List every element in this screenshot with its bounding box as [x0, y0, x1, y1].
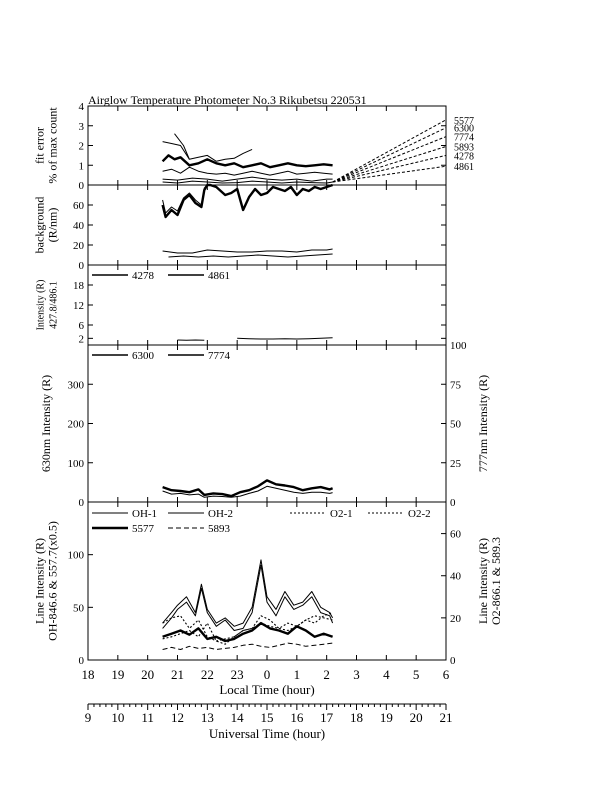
legend-label: OH-1: [132, 508, 158, 520]
y-tick-label: 300: [67, 379, 84, 392]
extrapolation-label: 5577: [454, 115, 474, 127]
series-line: [163, 185, 333, 217]
ut-tick-label: 19: [379, 710, 393, 725]
y-right-tick-label: 50: [450, 418, 461, 431]
panel-oh_o2: [33, 502, 504, 667]
lt-tick-label: 4: [383, 667, 390, 682]
ut-axis-label: Universal Time (hour): [208, 726, 326, 741]
y-tick-label: 0: [78, 655, 84, 667]
ut-tick-label: 9: [84, 710, 92, 725]
legend-label: O2-1: [330, 508, 353, 520]
ut-tick-label: 14: [230, 710, 244, 725]
y-right-axis-label: 777nm Intensity (R): [476, 374, 490, 473]
legend-label: OH-2: [208, 508, 234, 520]
legend-label: 5577: [132, 523, 154, 535]
legend-label: 5893: [208, 523, 230, 535]
lt-tick-label: 23: [230, 667, 244, 682]
ut-tick-label: 11: [141, 710, 154, 725]
panel-fit_error: [33, 101, 475, 192]
y-axis-label: (R/nm): [45, 207, 60, 243]
ut-tick-label: 16: [290, 710, 304, 725]
legend-label: 4861: [208, 270, 230, 282]
y-right-tick-label: 0: [450, 497, 456, 509]
lt-tick-label: 1: [293, 667, 301, 682]
y-tick-label: 60: [73, 200, 84, 212]
lt-tick-label: 21: [171, 667, 184, 682]
figure-title: Airglow Temperature Photometer No.3 Rikubetsu 220531: [88, 93, 367, 107]
y-right-tick-label: 75: [450, 379, 461, 392]
lt-tick-label: 2: [323, 667, 330, 682]
y-tick-label: 4: [78, 101, 84, 113]
lt-tick-label: 22: [200, 667, 214, 682]
y-tick-label: 6: [78, 320, 84, 332]
ut-tick-label: 15: [260, 710, 274, 725]
lt-tick-label: 18: [81, 667, 95, 682]
lt-tick-label: 6: [442, 667, 450, 682]
lt-tick-label: 0: [263, 667, 271, 682]
y-tick-label: 0: [78, 180, 84, 192]
panel-red_line: [39, 340, 490, 509]
extrapolation-line: [333, 166, 446, 182]
y-tick-label: 2: [78, 140, 84, 153]
y-tick-label: 3: [78, 120, 84, 133]
y-right-tick-label: 100: [450, 340, 467, 352]
series-line: [163, 249, 333, 253]
y-tick-label: 18: [73, 280, 84, 292]
series-line: [163, 167, 333, 175]
ut-tick-label: 17: [320, 710, 334, 725]
ut-tick-label: 10: [111, 710, 125, 725]
series-line: [237, 338, 332, 339]
y-right-tick-label: 60: [450, 528, 461, 541]
series-line: [163, 177, 333, 181]
ut-tick-label: 18: [350, 710, 363, 725]
y-tick-label: 200: [67, 418, 84, 431]
lt-tick-label: 19: [111, 667, 125, 682]
y-right-axis-label: O2-866.1 & 589.3: [489, 537, 503, 625]
ut-tick-label: 13: [200, 710, 214, 725]
ut-tick-label: 20: [409, 710, 423, 725]
panels: [33, 101, 504, 667]
y-tick-label: 2: [78, 333, 84, 346]
series-line: [163, 565, 333, 630]
y-axis-label: % of max count: [45, 107, 60, 184]
extrapolation-label: 7774: [454, 132, 474, 144]
extrapolation-label: 5893: [454, 142, 474, 154]
y-tick-label: 0: [78, 260, 84, 272]
series-line: [163, 643, 333, 649]
panel-frame: [88, 345, 446, 502]
y-axis-label: fit error: [32, 127, 47, 164]
universal-time-axis: [85, 704, 453, 741]
y-tick-label: 12: [73, 300, 84, 312]
y-tick-label: 40: [73, 220, 84, 232]
legend-label: 6300: [132, 350, 154, 362]
legend-label: 7774: [208, 350, 230, 362]
local-time-axis: [82, 667, 450, 697]
panel-frame: [88, 106, 446, 185]
y-axis-label: 427.8/486.1: [48, 281, 60, 329]
extrapolation-line: [333, 137, 446, 182]
legend-label: 4278: [132, 270, 154, 282]
y-tick-label: 50: [73, 602, 84, 615]
y-right-tick-label: 0: [450, 655, 456, 667]
panel-background: [33, 185, 447, 272]
panel-ratio: [36, 265, 447, 345]
extrapolation-label: 4861: [454, 162, 474, 174]
series-line: [163, 613, 333, 645]
panel-frame: [88, 185, 446, 265]
y-axis-label: background: [32, 196, 47, 254]
extrapolation-label: 4278: [454, 151, 474, 163]
ut-tick-label: 12: [171, 710, 184, 725]
y-tick-label: 1: [78, 160, 84, 173]
series-line: [163, 560, 333, 626]
y-tick-label: 20: [73, 240, 84, 252]
legend-label: O2-2: [408, 508, 431, 520]
ut-tick-label: 21: [439, 710, 453, 725]
series-line: [163, 181, 333, 183]
y-tick-label: 0: [78, 497, 84, 509]
lt-axis-label: Local Time (hour): [219, 682, 315, 697]
y-right-tick-label: 20: [450, 612, 461, 625]
y-axis-label: OH-846.6 & 557.7(x0.5): [45, 521, 60, 641]
lt-tick-label: 3: [353, 667, 360, 682]
y-tick-label: 100: [67, 457, 84, 470]
y-axis-label: Intensity (R): [35, 279, 47, 331]
extrapolation-line: [333, 146, 446, 182]
lt-tick-label: 5: [412, 667, 420, 682]
extrapolation-line: [333, 120, 446, 182]
y-right-tick-label: 25: [450, 457, 461, 470]
lt-tick-label: 20: [141, 667, 155, 682]
y-tick-label: 100: [67, 549, 84, 562]
extrapolation-label: 6300: [454, 123, 474, 135]
y-right-tick-label: 40: [450, 570, 461, 583]
y-right-axis-label: Line Intensity (R): [476, 538, 490, 624]
series-line: [169, 254, 333, 257]
y-axis-label: Line Intensity (R): [32, 538, 47, 624]
y-axis-label: 630nm Intensity (R): [39, 374, 53, 473]
